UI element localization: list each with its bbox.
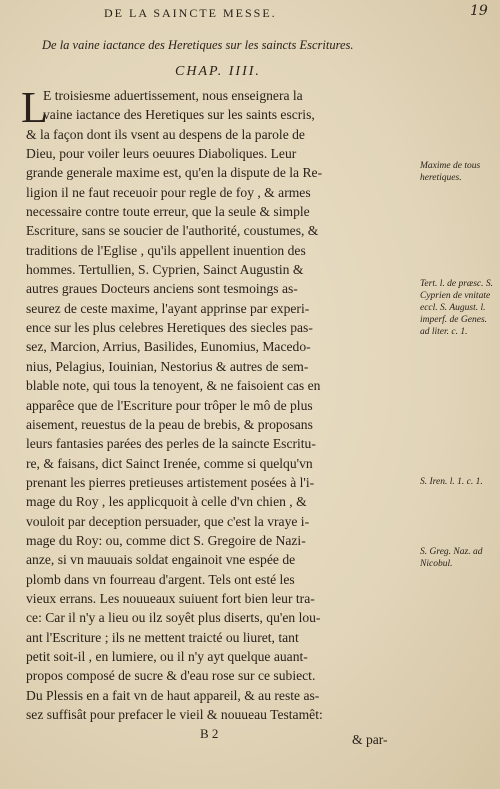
text-line: re, & faisans, dict Sainct Irenée, comme si quelqu'vn (26, 455, 313, 471)
running-title: DE LA SAINCTE MESSE. (104, 6, 277, 20)
text-line: ence sur les plus celebres Heretiques des siecles pas- (26, 320, 313, 336)
margin-note: S. Iren. l. 1. c. 1. (420, 477, 483, 487)
text-line: ant l'Escriture ; ils ne mettent traicté ou liuret, tant (26, 629, 299, 645)
text-line: vieux errans. Les nouueaux suiuent fort bien leur tra- (26, 590, 315, 606)
text-line: leurs fantasies parées des perles de la saincte Escritu- (26, 436, 316, 452)
margin-note: S. Greg. Naz. ad Nicobul. (420, 547, 483, 569)
text-line: mage du Roy: ou, comme dict S. Gregoire de Nazi- (26, 532, 306, 548)
text-line: aisement, reuestus de la peau de brebis, & proposans (26, 416, 313, 432)
margin-note: Maxime de tous heretiques. (420, 161, 481, 183)
text-line: sez, Marcion, Arrius, Basilides, Eunomius, Macedo- (26, 339, 311, 355)
text-line: plomb dans vn fourreau d'argent. Tels ont esté les (26, 571, 295, 587)
drop-cap-initial: L (21, 83, 48, 132)
text-line: & la façon dont ils vsent au despens de la parole de (26, 126, 305, 142)
text-line: grande generale maxime est, qu'en la dispute de la Re- (26, 165, 323, 181)
text-line: anze, si vn mauuais soldat engainoit vne espée de (26, 552, 296, 568)
text-line: seurez de ceste maxime, l'ayant apprinse par experi- (26, 300, 310, 316)
text-line: necessaire contre toute erreur, que la seule & simple (26, 204, 310, 220)
text-line: petit soit-il , en lumiere, ou il n'y ayt quelque auant- (26, 648, 308, 664)
text-line: hommes. Tertullien, S. Cyprien, Sainct Augustin & (26, 262, 304, 278)
chapter-heading: CHAP. IIII. (175, 64, 261, 79)
text-line: sez suffisât pour prefacer le vieil & nouueau Testamêt: (26, 707, 323, 722)
text-line: autres graues Docteurs anciens sont tesmoings as- (26, 281, 298, 297)
signature-mark: B 2 (200, 726, 219, 741)
text-line: Dieu, pour voiler leurs oeuures Diaboliques. Leur (26, 146, 297, 162)
text-line: ce: Car il n'y a lieu ou ilz soyêt plus diserts, qu'en lou- (26, 610, 321, 626)
text-line: traditions de l'Eglise , qu'ils appellent inuention des (26, 242, 306, 258)
margin-note: Tert. l. de præsc. S. Cyprien de vnitate eccl. S. August. l. imperf. de Genes. ad liter. c. 1. (420, 279, 494, 337)
text-line: blable note, qui tous la tenoyent, & ne faisoient cas en (26, 378, 321, 394)
text-line: vouloit par deception persuader, que c'est la vraye i- (26, 513, 310, 529)
body-text (26, 86, 421, 724)
text-line: Du Plessis en a fait vn de haut appareil, & au reste as- (26, 687, 320, 703)
chapter-subtitle: De la vaine iactance des Heretiques sur les saincts Escritures. (42, 38, 354, 52)
text-line: mage du Roy , les applicquoit à celle d'vn chien , & (26, 494, 307, 510)
page-number: 19 (470, 3, 488, 19)
catchword: & par- (352, 732, 388, 747)
text-line: propos composé de sucre & d'eau rose sur ce subiect. (26, 668, 316, 684)
text-line: prenant les pierres pretieuses artistement posées à l'i- (26, 474, 315, 490)
text-line: E troisiesme aduertissement, nous enseignera la (43, 88, 303, 103)
text-line: vaine iactance des Heretiques sur les saints escris, (43, 107, 315, 123)
text-line: Escriture, sans se soucier de l'authorité, coustumes, & (26, 223, 319, 239)
text-line: ligion il ne faut receuoir pour regle de foy , & armes (26, 184, 311, 200)
text-line: apparêce que de l'Escriture pour trôper le mô de plus (26, 397, 313, 413)
text-line: nius, Pelagius, Iouinian, Nestorius & autres de sem- (26, 358, 309, 374)
